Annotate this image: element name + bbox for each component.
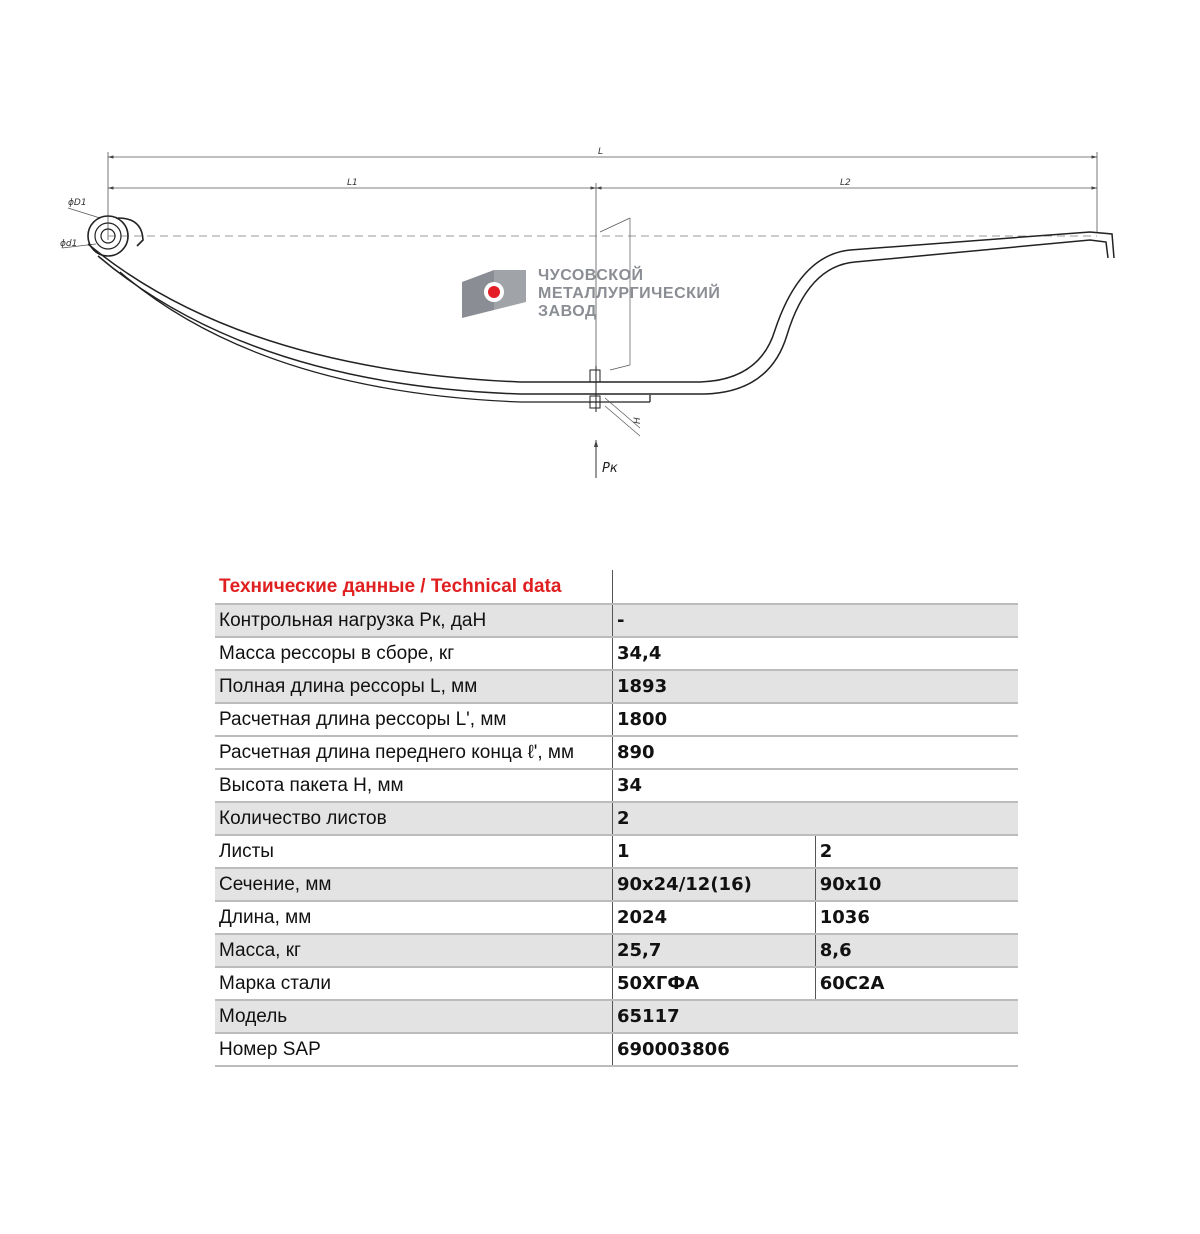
row-label: Сечение, мм — [215, 868, 613, 901]
row-label: Длина, мм — [215, 901, 613, 934]
row-label: Листы — [215, 835, 613, 868]
table-row — [215, 769, 1018, 802]
row-label: Полная длина рессоры L, мм — [215, 670, 613, 703]
table-row — [215, 736, 1018, 769]
row-value: 34 — [613, 769, 1019, 802]
leaf-2-value: 60С2А — [815, 967, 1018, 1000]
leaf-1-value: 1 — [613, 835, 816, 868]
table-row — [215, 901, 1018, 934]
row-value: 890 — [613, 736, 1019, 769]
dimension-L — [108, 152, 1097, 240]
row-value: - — [613, 604, 1019, 637]
table-row — [215, 1000, 1018, 1033]
table-row — [215, 934, 1018, 967]
row-label: Количество листов — [215, 802, 613, 835]
row-value: 34,4 — [613, 637, 1019, 670]
row-label: Номер SAP — [215, 1033, 613, 1066]
row-label: Расчетная длина рессоры L', мм — [215, 703, 613, 736]
leaf-1-value: 50ХГФА — [613, 967, 816, 1000]
table-row — [215, 637, 1018, 670]
leaf-2-value: 8,6 — [815, 934, 1018, 967]
main-leaf — [88, 232, 1114, 394]
row-value: 690003806 — [613, 1033, 1019, 1066]
leaf-spring-drawing — [0, 0, 1200, 520]
dimension-D1-label: ϕD1 — [68, 198, 87, 208]
technical-data-table — [215, 570, 1018, 1067]
row-label: Модель — [215, 1000, 613, 1033]
leaf-1-value: 2024 — [613, 901, 816, 934]
table-row — [215, 868, 1018, 901]
row-value: 1893 — [613, 670, 1019, 703]
dimension-L2-label: L2 — [840, 178, 851, 188]
table-row — [215, 835, 1018, 868]
company-logo — [462, 265, 720, 320]
center-bolt — [590, 366, 600, 412]
dimension-L1-label: L1 — [347, 178, 358, 188]
table-header-empty — [613, 570, 1019, 604]
table-row — [215, 802, 1018, 835]
row-value: 2 — [613, 802, 1019, 835]
row-value: 1800 — [613, 703, 1019, 736]
leaf-2-value: 2 — [815, 835, 1018, 868]
row-label: Высота пакета H, мм — [215, 769, 613, 802]
table-row — [215, 703, 1018, 736]
table-row — [215, 967, 1018, 1000]
table-header-row — [215, 570, 1018, 604]
row-label: Контрольная нагрузка Рк, даН — [215, 604, 613, 637]
logo-line-2: МЕТАЛЛУРГИЧЕСКИЙ — [538, 285, 721, 302]
row-label: Расчетная длина переднего конца ℓ', мм — [215, 736, 613, 769]
leaf-2-value: 1036 — [815, 901, 1018, 934]
row-label: Масса рессоры в сборе, кг — [215, 637, 613, 670]
leaf-1-value: 25,7 — [613, 934, 816, 967]
leaf-1-value: 90х24/12(16) — [613, 868, 816, 901]
logo-line-1: ЧУСОВСКОЙ — [538, 267, 644, 284]
logo-line-3: ЗАВОД — [538, 303, 597, 320]
load-label: Pк — [602, 461, 618, 476]
table-row — [215, 604, 1018, 637]
table-title: Технические данные / Technical data — [215, 570, 613, 604]
dimension-H — [600, 218, 640, 436]
dimension-H-label: H — [633, 417, 643, 424]
table-row — [215, 670, 1018, 703]
dimension-L-label: L — [598, 147, 604, 157]
dimension-d1-label: ϕd1 — [60, 239, 78, 249]
leaf-2-value: 90х10 — [815, 868, 1018, 901]
table-row — [215, 1033, 1018, 1066]
row-value: 65117 — [613, 1000, 1019, 1033]
row-label: Масса, кг — [215, 934, 613, 967]
row-label: Марка стали — [215, 967, 613, 1000]
